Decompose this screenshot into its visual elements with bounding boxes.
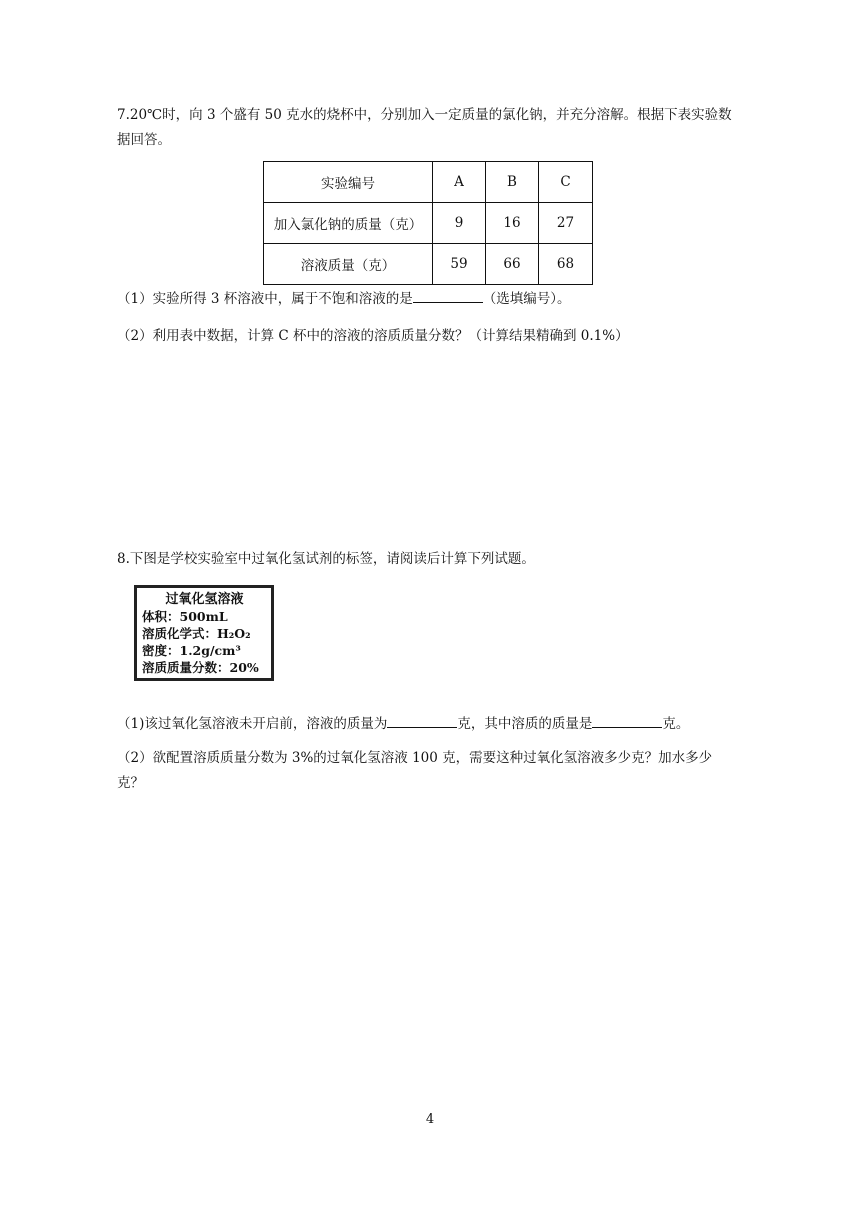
q7-sub1-text: （1）实验所得 3 杯溶液中，属于不饱和溶液的是 bbox=[117, 291, 413, 307]
table-cell: 16 bbox=[486, 203, 539, 244]
reagent-label-formula: 溶质化学式：H₂O₂ bbox=[142, 626, 251, 641]
q8-sub1-text-b: 克，其中溶质的质量是 bbox=[457, 716, 593, 732]
answer-blank[interactable] bbox=[387, 713, 457, 728]
page-number: 4 bbox=[425, 1112, 435, 1127]
q7-data-table bbox=[263, 161, 593, 285]
reagent-label-title: 过氧化氢溶液 bbox=[165, 592, 244, 607]
q7-sub1-text-end: （选填编号）。 bbox=[482, 291, 571, 307]
table-cell: 加入氯化钠的质量（克） bbox=[264, 203, 433, 244]
answer-blank[interactable] bbox=[413, 288, 483, 303]
table-row bbox=[264, 244, 593, 285]
table-header-cell: A bbox=[433, 162, 486, 203]
q7-sub2: （2）利用表中数据，计算 C 杯中的溶液的溶质质量分数？（计算结果精确到 0.1%） bbox=[117, 328, 629, 344]
table-cell: 9 bbox=[433, 203, 486, 244]
table-row bbox=[264, 203, 593, 244]
answer-blank[interactable] bbox=[592, 713, 662, 728]
table-cell: 66 bbox=[486, 244, 539, 285]
table-cell: 59 bbox=[433, 244, 486, 285]
table-header-row bbox=[264, 162, 593, 203]
table-cell: 27 bbox=[539, 203, 593, 244]
q7-sub1 bbox=[117, 288, 571, 309]
q8-sub1-text-c: 克。 bbox=[662, 716, 690, 732]
reagent-label-fraction: 溶质质量分数：20% bbox=[142, 660, 259, 675]
q8-sub1 bbox=[117, 713, 689, 734]
reagent-label bbox=[134, 585, 274, 681]
q8-sub1-text-a: （1)该过氧化氢溶液未开启前，溶液的质量为 bbox=[117, 716, 388, 732]
table-header-cell: C bbox=[539, 162, 593, 203]
table-header-cell: B bbox=[486, 162, 539, 203]
q8-sub2: （2）欲配置溶质质量分数为 3%的过氧化氢溶液 100 克，需要这种过氧化氢溶液多少克？加水多少克？ bbox=[117, 750, 713, 791]
reagent-label-volume: 体积：500mL bbox=[142, 609, 228, 624]
q7-intro: 7.20℃时，向 3 个盛有 50 克水的烧杯中，分别加入一定质量的氯化钠，并充分溶解。根据下表实验数据回答。 bbox=[117, 107, 732, 148]
reagent-label-density: 密度：1.2g/cm³ bbox=[142, 643, 241, 658]
q8-intro: 8.下图是学校实验室中过氧化氢试剂的标签，请阅读后计算下列试题。 bbox=[117, 551, 535, 567]
table-header-cell: 实验编号 bbox=[264, 162, 433, 203]
table-cell: 68 bbox=[539, 244, 593, 285]
table-cell: 溶液质量（克） bbox=[264, 244, 433, 285]
